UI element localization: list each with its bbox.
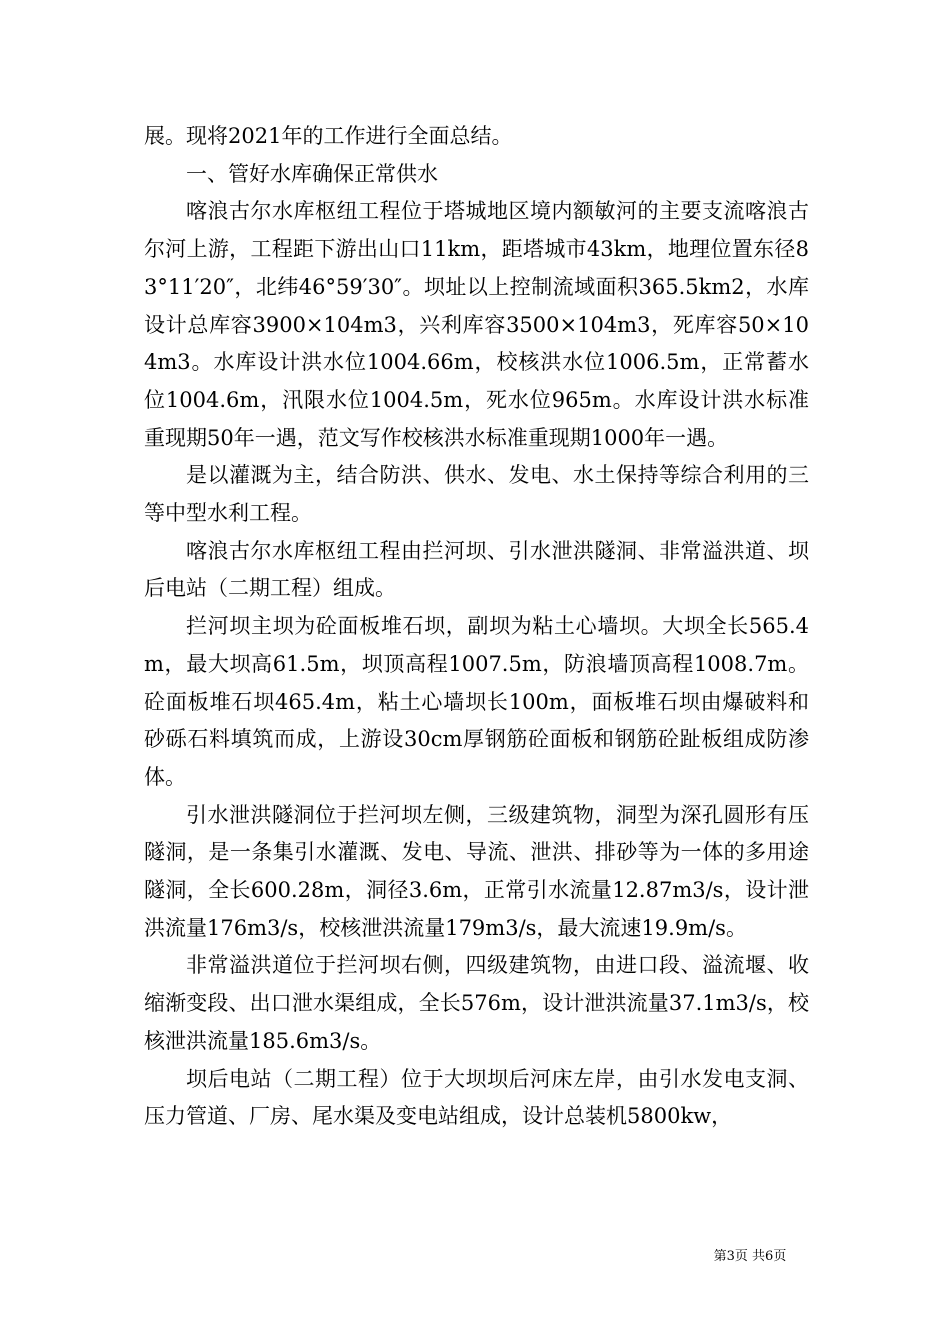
document-body: [144, 118, 809, 1136]
page-number-footer: 第3页 共6页: [713, 1249, 787, 1264]
paragraph-dam: 拦河坝主坝为砼面板堆石坝，副坝为粘土心墙坝。大坝全长565.4m，最大坝高61.5m，坝顶高程1007.5m，防浪墙顶高程1008.7m。砼面板堆石坝465.4m，粘土心墙坝长100m，面板堆石坝由爆破料和砂砾石料填筑而成，上游设30cm厚钢筋砼面板和钢筋砼趾板组成防渗体。: [144, 614, 809, 789]
paragraph-project-composition: 喀浪古尔水库枢纽工程由拦河坝、引水泄洪隧洞、非常溢洪道、坝后电站（二期工程）组成。: [144, 538, 809, 601]
paragraph-project-purpose: 是以灌溉为主，结合防洪、供水、发电、水土保持等综合利用的三等中型水利工程。: [144, 463, 809, 526]
paragraph-tunnel: 引水泄洪隧洞位于拦河坝左侧，三级建筑物，洞型为深孔圆形有压隧洞，是一条集引水灌溉、发电、导流、泄洪、排砂等为一体的多用途隧洞，全长600.28m，洞径3.6m，正常引水流量12.87m3/s，设计泄洪流量176m3/s，校核泄洪流量179m3/s，最大流速19.9m/s。: [144, 802, 809, 940]
paragraph-spillway: 非常溢洪道位于拦河坝右侧，四级建筑物，由进口段、溢流堰、收缩渐变段、出口泄水渠组成，全长576m，设计泄洪流量37.1m3/s，校核泄洪流量185.6m3/s。: [144, 953, 809, 1053]
paragraph-power-station: 坝后电站（二期工程）位于大坝坝后河床左岸，由引水发电支洞、压力管道、厂房、尾水渠及变电站组成，设计总装机5800kw，: [144, 1066, 809, 1129]
paragraph-intro-continuation: 展。现将2021年的工作进行全面总结。: [144, 124, 513, 148]
section-heading: 一、管好水库确保正常供水: [186, 161, 438, 186]
paragraph-reservoir-overview: 喀浪古尔水库枢纽工程位于塔城地区境内额敏河的主要支流喀浪古尔河上游，工程距下游出山口11km，距塔城市43km，地理位置东径83°11′20″，北纬46°59′30″。坝址以上控制流域面积365.5km2，水库设计总库容3900×104m3，兴利库容3500×104m3，死库容50×104m3。水库设计洪水位1004.66m，校核洪水位1006.5m，正常蓄水位1004.6m，汛限水位1004.5m，死水位965m。水库设计洪水标准重现期50年一遇，范文写作校核洪水标准重现期1000年一遇。: [144, 199, 809, 450]
